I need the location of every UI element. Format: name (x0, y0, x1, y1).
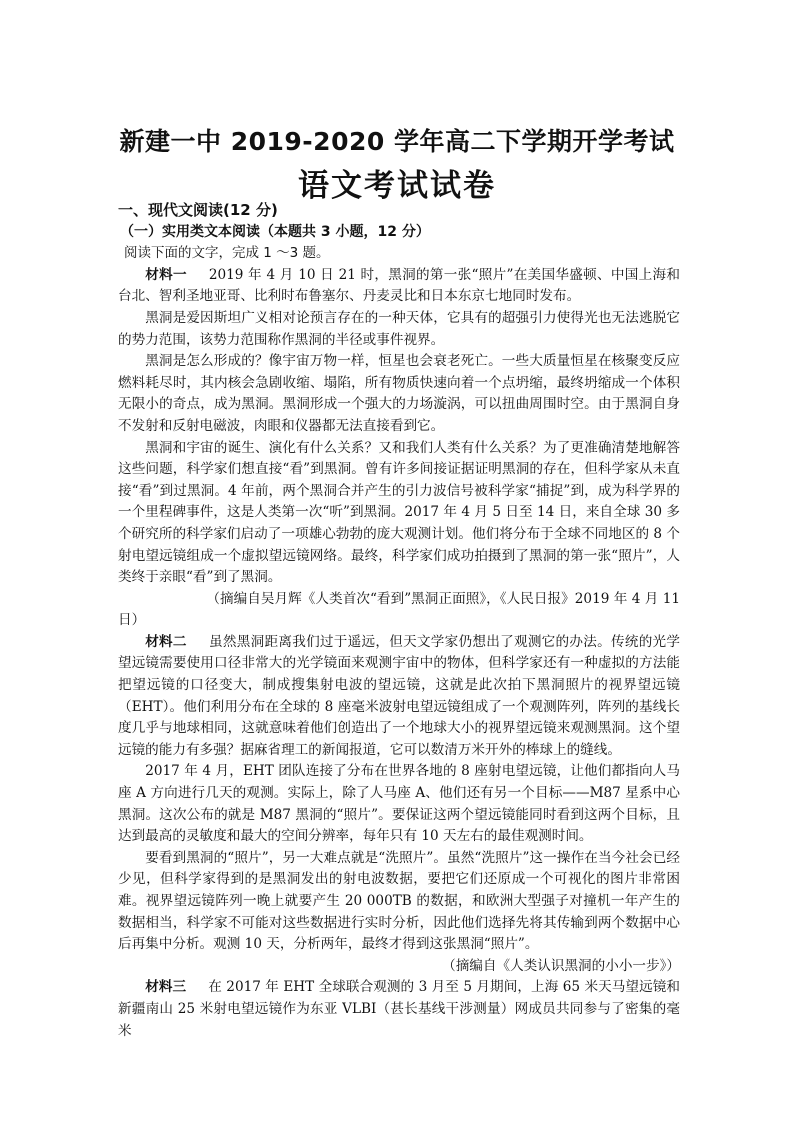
exam-body (118, 200, 680, 1042)
material2-label: 材料二 (145, 633, 187, 650)
section-heading: 一、现代文阅读(12 分) (118, 201, 278, 219)
material1-paragraph: 黑洞和宇宙的诞生、演化有什么关系？又和我们人类有什么关系？为了更准确清楚地解答这些问题，科学家们想直接“看”到黑洞。曾有许多间接证据证明黑洞的存在，但科学家从未直接“看”到过黑洞。4 年前，两个黑洞合并产生的引力波信号被科学家“捕捉”到，成为科学界的一个里程碑事件，这是人类第一次“听”到黑洞。2017 年 4 月 5 日至 14 日，来自全球 30 多个研究所的科学家们启动了一项雄心勃勃的庞大观测计划。他们将分布于全球不同地区的 8 个射电望远镜组成一个虚拟望远镜网络。最终，科学家们成功拍摄到了黑洞的第一张“照片”，人类终于亲眼“看”到了黑洞。 (118, 439, 680, 586)
subsection-heading: （一）实用类文本阅读（本题共 3 小题，12 分） (120, 223, 430, 240)
material1-paragraph: 材料一 2019 年 4 月 10 日 21 时，黑洞的第一张“照片”在美国华盛顿、中国上海和台北、智利圣地亚哥、比利时布鲁塞尔、丹麦灵比和日本东京七地同时发布。 (118, 266, 681, 305)
material2-paragraph: 材料二 虽然黑洞距离我们过于遥远，但天文学家仍想出了观测它的办法。传统的光学望远镜需要使用口径非常大的光学镜面来观测宇宙中的物体，但科学家还有一种虚拟的方法能把望远镜的口径变大，制成搜集射电波的望远镜，这就是此次拍下黑洞照片的视界望远镜（EHT）。他们利用分布在全球的 8 座毫米波射电望远镜组成了一个观测阵列，阵列的基线长度几乎与地球相同，这就意味着他们创造出了一个地球大小的视界望远镜来观测黑洞。这个望远镜的能力有多强？据麻省理工的新闻报道，它可以数清万米开外的棒球上的缝线。 (118, 633, 681, 758)
material1-paragraph: 黑洞是爱因斯坦广义相对论预言存在的一种天体，它具有的超强引力使得光也无法逃脱它的势力范围，该势力范围称作黑洞的半径或事件视界。 (118, 309, 680, 348)
reading-instruction: 阅读下面的文字，完成 1 ～3 题。 (124, 245, 330, 262)
exam-title: 新建一中 2019-2020 学年高二下学期开学考试 (119, 127, 675, 156)
material2-paragraph: 要看到黑洞的“照片”，另一大难点就是“洗照片”。虽然“洗照片”这一操作在当今社会已经少见，但科学家得到的是黑洞发出的射电波数据，要把它们还原成一个可视化的图片非常困难。视界望远镜阵列一晚上就要产生 20 000TB 的数据，和欧洲大型强子对撞机一年产生的数据相当，科学家不可能对这些数据进行实时分析，因此他们选择先将其传输到两个数据中心后再集中分析。观测 10 天，分析两年，最终才得到这张黑洞“照片”。 (118, 849, 680, 953)
material1-source: （摘编自吴月辉《人类首次“看到”黑洞正面照》，《人民日报》2019 年 4 月 11 日） (118, 590, 680, 629)
material3-label: 材料三 (145, 979, 187, 996)
material2-source: （摘编自《人类认识黑洞的小小一步》） (442, 957, 680, 974)
material3-paragraph: 材料三 在 2017 年 EHT 全球联合观测的 3 月至 5 月期间，上海 65 米天马望远镜和新疆南山 25 米射电望远镜作为东亚 VLBI（甚长基线干涉测量）网成员共同参与了密集的毫米 (118, 979, 681, 1039)
material1-label: 材料一 (145, 266, 187, 283)
exam-subtitle: 语文考试试卷 (298, 168, 496, 204)
material2-paragraph: 2017 年 4 月，EHT 团队连接了分布在世界各地的 8 座射电望远镜，让他们都指向人马座 A 方向进行几天的观测。实际上，除了人马座 A、他们还有另一个目标——M87 星系中心黑洞。这次公布的就是 M87 黑洞的“照片”。要保证这两个望远镜能同时看到这两个目标，且达到最高的灵敏度和最大的空间分辨率，每年只有 10 天左右的最佳观测时间。 (118, 763, 680, 845)
material1-paragraph: 黑洞是怎么形成的？像宇宙万物一样，恒星也会衰老死亡。一些大质量恒星在核聚变反应燃料耗尽时，其内核会急剧收缩、塌陷，所有物质快速向着一个点坍缩，最终坍缩成一个体积无限小的奇点，成为黑洞。黑洞形成一个强大的力场漩涡，可以扭曲周围时空。由于黑洞自身不发射和反射电磁波，肉眼和仪器都无法直接看到它。 (118, 353, 680, 434)
